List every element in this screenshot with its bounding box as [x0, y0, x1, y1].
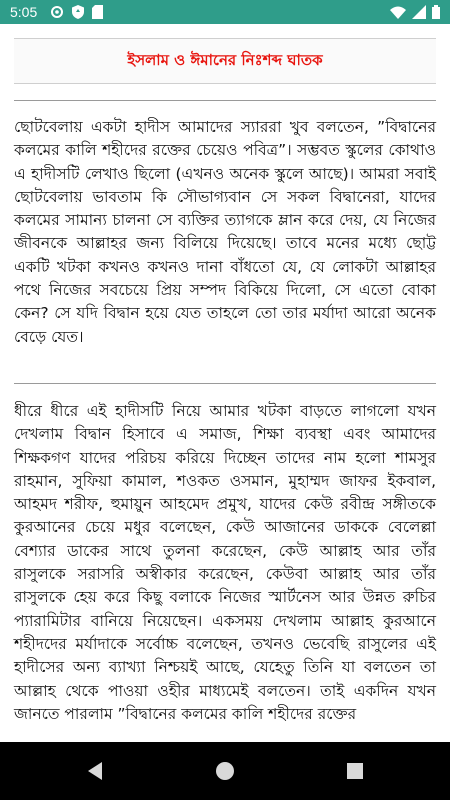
status-time: 5:05	[10, 4, 38, 20]
divider	[14, 100, 436, 101]
settings-icon	[50, 5, 64, 22]
navigation-bar	[0, 742, 450, 800]
back-icon[interactable]	[83, 759, 107, 783]
shield-icon	[72, 5, 84, 22]
article-paragraph-2: ধীরে ধীরে এই হাদীসটি নিয়ে আমার খটকা বাড়তে লাগলো যখন দেখলাম বিদ্বান হিসাবে এ সমাজ, শিক্ষা ব্যবস্থা এবং আমাদের শিক্ষকগণ যাদের পরিচয় করিয়ে দিচ্ছেন তাদের নাম হলো শামসুর রাহমান, সুফিয়া কামাল, শওকত ওসমান, মুহাম্মদ জাফর ইকবাল, আহমদ শরীফ, হুমায়ুন আহমেদ প্রমুখ, যাদের কেউ রবীন্দ্র সঙ্গীতকে কুরআনের চেয়ে মধুর বলেছেন, কেউ আজানের ডাককে বেলেল্লা বেশ্যার ডাকের সাথে তুলনা করেছেন, কেউ আল্লাহ আর তাঁর রাসুলকে সরাসরি অস্বীকার করেছেন, কেউবা আল্লাহ আর তাঁর রাসুলকে হেয় করে কিছু বলাকে নিজের স্মার্টনেস আর উন্নত রুচির প্যারামিটার বানিয়ে নিয়েছেন। একসময় দেখলাম আল্লাহ কুরআনে শহীদদের মর্যাদাকে সর্বোচ্চ বলেছেন, তখনও ভেবেছি রাসুলের এই হাদীসের অন্য ব্যাখ্যা নিশ্চয়ই আছে, যেহেতু তিনি যা বলতেন তা আল্লাহ থেকে পাওয়া ওহীর মাধ্যমেই বলতেন। তাই একদিন যখন জানতে পারলাম ”বিদ্বানের কলমের কালি শহীদের রক্তের	[14, 402, 436, 723]
article-title: ইসলাম ও ঈমানের নিঃশব্দ ঘাতক	[127, 50, 323, 69]
battery-icon	[432, 5, 440, 22]
wifi-icon	[390, 6, 406, 22]
recents-icon[interactable]	[343, 759, 367, 783]
status-bar	[0, 0, 450, 24]
home-icon[interactable]	[213, 759, 237, 783]
signal-icon	[412, 5, 426, 22]
status-right-icons	[390, 5, 440, 22]
status-left-icons	[50, 5, 103, 22]
sd-card-icon	[92, 5, 103, 22]
article-title-box	[14, 38, 436, 84]
divider	[14, 383, 436, 384]
article-view[interactable]	[0, 24, 450, 742]
article-paragraph-1: ছোটবেলায় একটা হাদীস আমাদের স্যাররা খুব বলতেন, ”বিদ্বানের কলমের কালি শহীদের রক্তের চেয়েও পবিত্র”। সম্ভবত স্কুলের কোথাও এ হাদীসটি লেখাও ছিলো (এখনও অনেক স্কুলে আছে)। আমরা সবাই ছোটবেলায় ভাবতাম কি সৌভাগ্যবান সে সকল বিদ্বানেরা, যাদের কলমের সামান্য চালনা সে ব্যক্তির ত্যাগকে ম্লান করে দেয়, যে নিজের জীবনকে আল্লাহর জন্য বিলিয়ে দিয়েছে। তাবে মনের মধ্যে ছোট্ট একটি খটকা কখনও কখনও দানা বাঁধতো যে, যে লোকটা আল্লাহর পথে নিজের সবচেয়ে প্রিয় সম্পদ বিকিয়ে দিলো, সে এতো বোকা কেন? সে যদি বিদ্বান হয়ে যেত তাহলে তো তার মর্যাদা আরো অনেক বেড়ে যেত।	[14, 118, 436, 346]
